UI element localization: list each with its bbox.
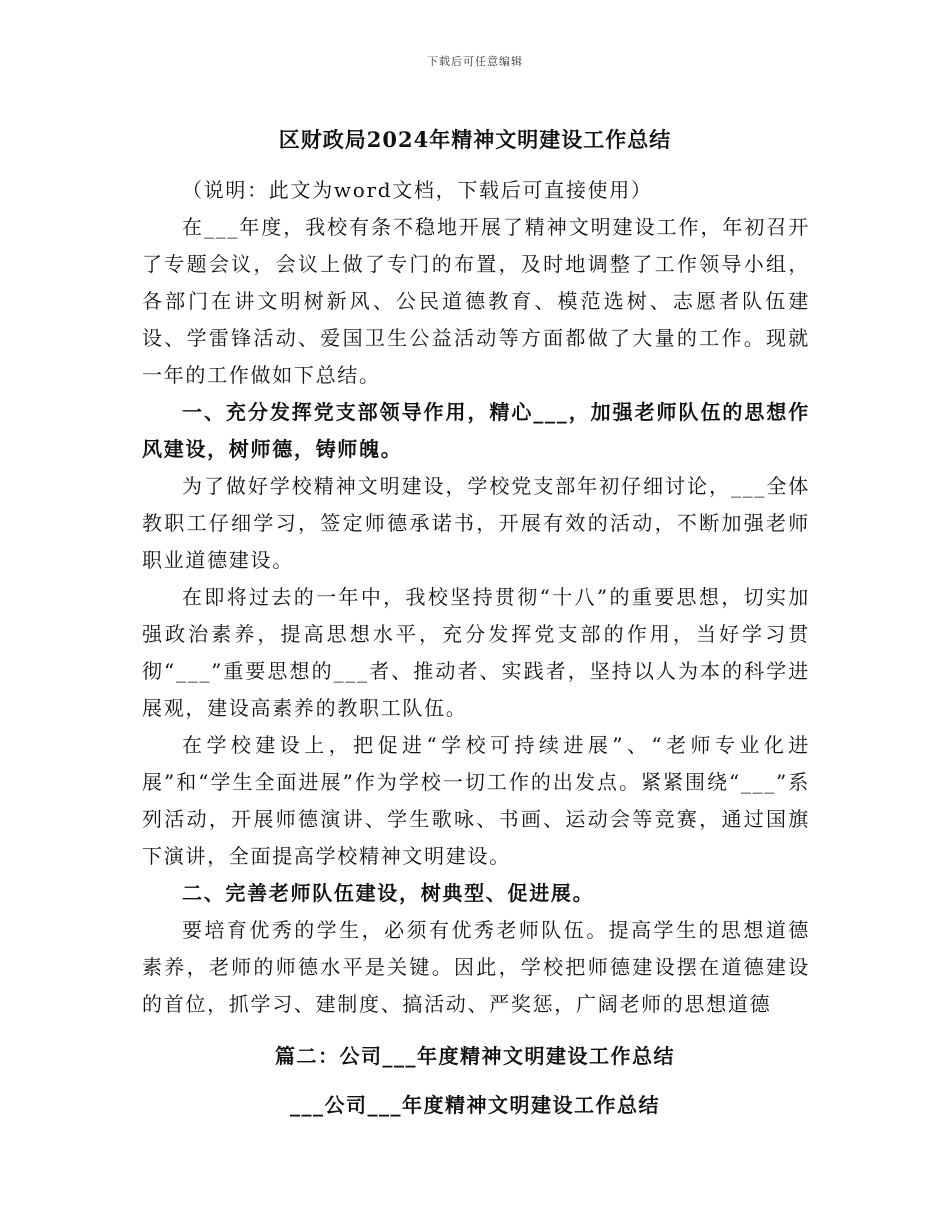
part-two-heading: 篇二：公司___年度精神文明建设工作总结 xyxy=(275,1044,675,1068)
document-title: 区财政局2024年精神文明建设工作总结 xyxy=(278,127,672,152)
paragraph-3: 在学校建设上，把促进“学校可持续进展”、“老师专业化进展”和“学生全面进展”作为学校一切工作的出发点。紧紧围绕“___”系列活动，开展师德演讲、学生歌咏、书画、运动会等竞赛，通过国旗下演讲，全面提高学校精神文明建设。 xyxy=(142,733,810,868)
paragraph-4: 要培育优秀的学生，必须有优秀老师队伍。提高学生的思想道德素养，老师的师德水平是关键。因此，学校把师德建设摆在道德建设的首位，抓学习、建制度、搞活动、严奖惩，广阔老师的思想道德 xyxy=(142,918,810,1016)
header-note: 下载后可任意编辑 xyxy=(427,55,523,68)
note-paragraph: （说明：此文为word文档，下载后可直接使用） xyxy=(182,178,653,202)
paragraph-2: 在即将过去的一年中，我校坚持贯彻“十八”的重要思想，切实加强政治素养，提高思想水平，充分发挥党支部的作用，当好学习贯彻“___”重要思想的___者、推动者、实践者，坚持以人为本的科学进展观，建设高素养的教职工队伍。 xyxy=(142,585,810,720)
document-body xyxy=(142,172,810,1023)
section-heading-1: 一、充分发挥党支部领导作用，精心___，加强老师队伍的思想作风建设，树师德，铸师魄。 xyxy=(142,400,810,461)
intro-paragraph: 在___年度，我校有条不稳地开展了精神文明建设工作，年初召开了专题会议，会议上做了专门的布置，及时地调整了工作领导小组，各部门在讲文明树新风、公民道德教育、模范选树、志愿者队伍建设、学雷锋活动、爱国卫生公益活动等方面都做了大量的工作。现就一年的工作做如下总结。 xyxy=(142,215,810,387)
paragraph-1: 为了做好学校精神文明建设，学校党支部年初仔细讨论，___全体教职工仔细学习，签定师德承诺书，开展有效的活动，不断加强老师职业道德建设。 xyxy=(142,474,810,572)
section-heading-2: 二、完善老师队伍建设，树典型、促进展。 xyxy=(182,881,595,905)
part-two-title: ___公司___年度精神文明建设工作总结 xyxy=(290,1093,660,1117)
